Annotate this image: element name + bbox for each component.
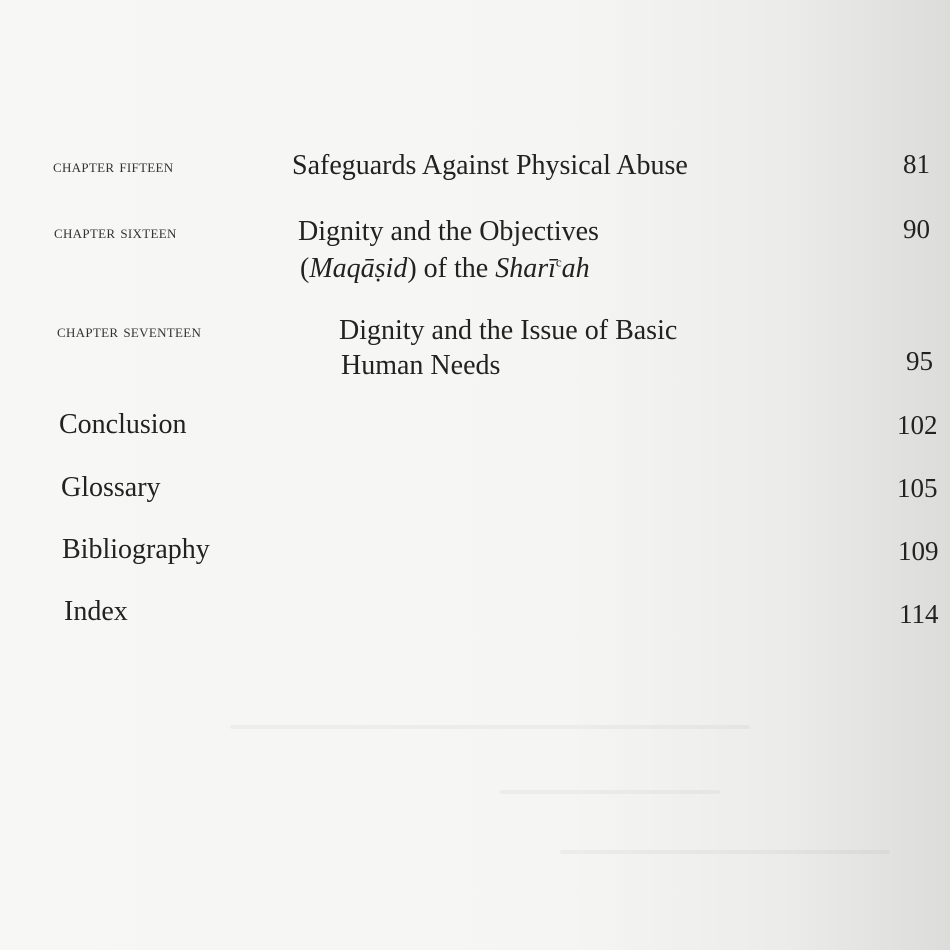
show-through-line	[230, 725, 750, 729]
page-number: 90	[903, 214, 930, 244]
entry-title: Index	[64, 596, 128, 627]
chapter-label: chapter fifteen	[53, 156, 174, 177]
entry-title: Glossary	[61, 472, 161, 503]
chapter-label: chapter seventeen	[57, 321, 202, 342]
page-number: 109	[898, 536, 939, 566]
chapter-title: Safeguards Against Physical Abuse	[292, 150, 688, 181]
title-term-sharia: Sharī	[495, 253, 556, 284]
entry-title: Conclusion	[59, 409, 187, 440]
chapter-title-line-1: Dignity and the Objectives	[298, 216, 599, 247]
title-term-sharia-end: ah	[561, 253, 590, 284]
page-number: 81	[903, 149, 930, 179]
ayn-mark: c	[555, 254, 562, 270]
page-number: 114	[899, 599, 939, 629]
page-number: 102	[897, 410, 938, 440]
show-through-line	[560, 850, 890, 854]
title-text: ) of the	[407, 253, 496, 284]
chapter-title-line-2	[300, 252, 590, 286]
title-paren-open: (	[300, 253, 310, 284]
show-through-line	[500, 790, 720, 794]
entry-title: Bibliography	[62, 534, 210, 565]
page-number: 95	[906, 346, 933, 376]
chapter-label: chapter sixteen	[54, 222, 177, 243]
chapter-title-line-1: Dignity and the Issue of Basic	[339, 315, 678, 346]
page-number: 105	[897, 473, 938, 503]
chapter-title-line-2: Human Needs	[341, 350, 501, 381]
title-term-maqasid: Maqāṣid	[309, 253, 408, 284]
